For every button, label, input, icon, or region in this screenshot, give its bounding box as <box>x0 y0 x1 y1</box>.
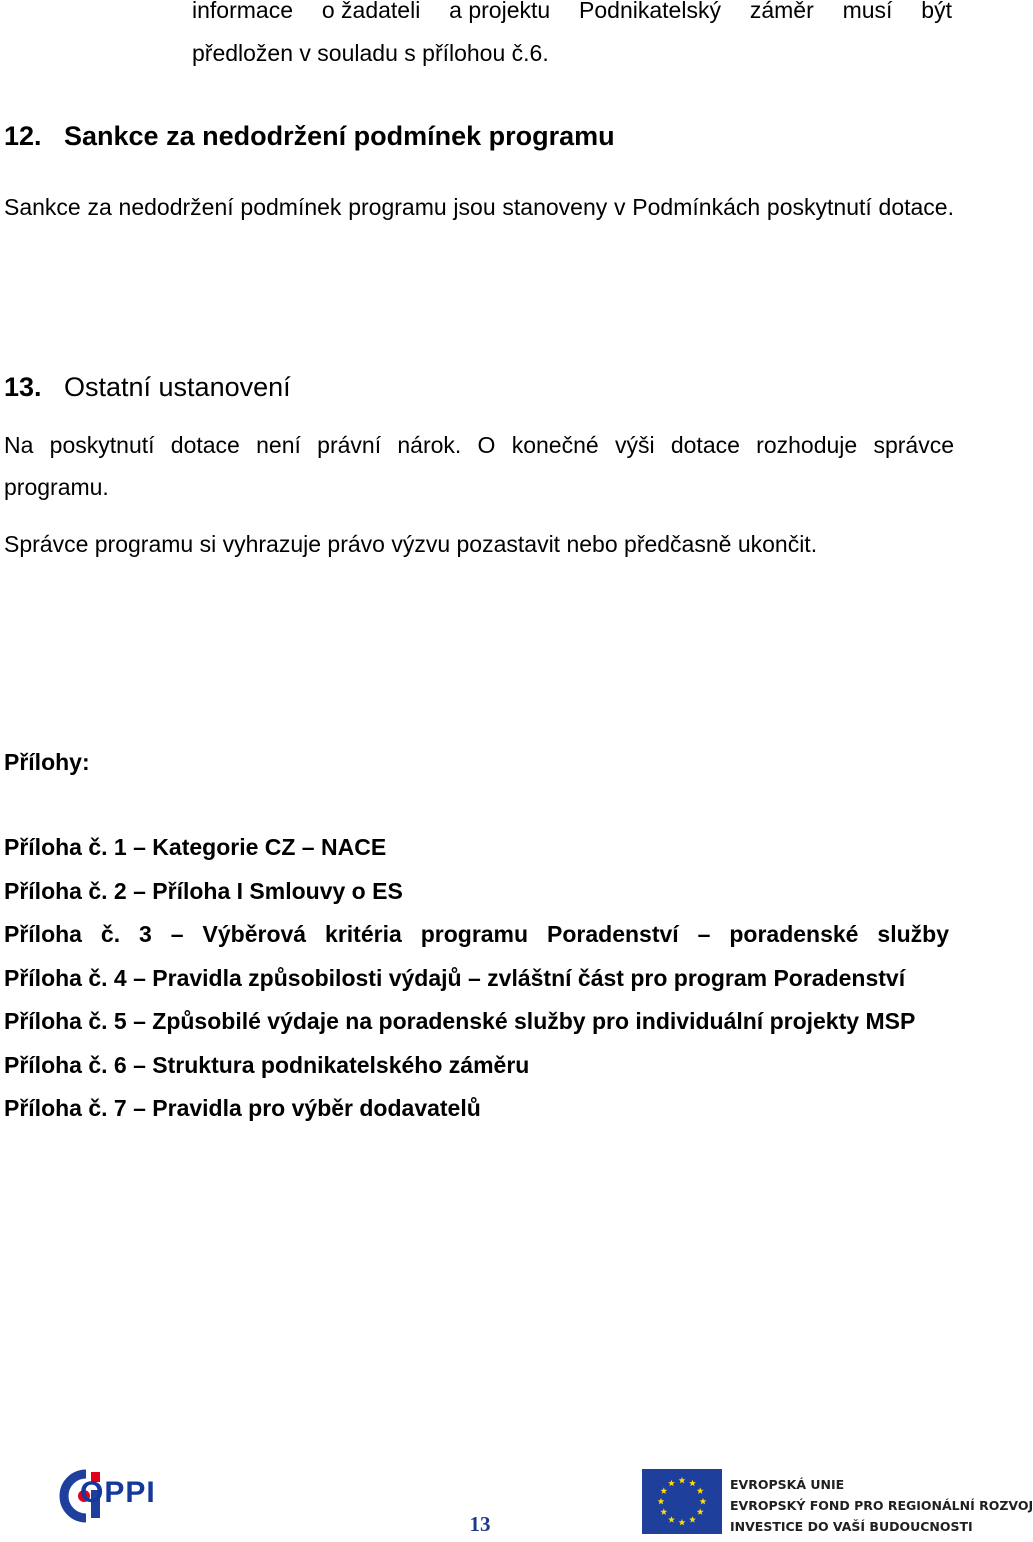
section-12-body: Sankce za nedodržení podmínek programu jsou stanoveny v Podmínkách poskytnutí dotace. <box>4 194 954 220</box>
intro-word: musí <box>842 0 893 23</box>
attachment-item: Příloha č. 5 – Způsobilé výdaje na poradenské služby pro individuální projekty MSP <box>4 1008 916 1034</box>
section-number: 13. <box>4 372 42 402</box>
eu-line: INVESTICE DO VAŠÍ BUDOUCNOSTI <box>730 1519 973 1534</box>
attachments-heading: Přílohy: <box>4 749 90 775</box>
intro-word: Podnikatelský <box>579 0 721 23</box>
attachment-item: Příloha č. 7 – Pravidla pro výběr dodavatelů <box>4 1095 481 1121</box>
section-13-para-1: Na poskytnutí dotace není právní nárok. O konečné výši dotace rozhoduje správce programu. <box>4 432 954 500</box>
intro-line-1 <box>192 0 952 31</box>
attachment-item: Příloha č. 2 – Příloha I Smlouvy o ES <box>4 877 403 904</box>
eu-line: EVROPSKÝ FOND PRO REGIONÁLNÍ ROZVOJ <box>730 1498 1033 1513</box>
intro-word: informace <box>192 0 293 23</box>
oppi-logo-text: OPPI <box>80 1476 156 1509</box>
intro-word: o žadateli <box>321 0 421 23</box>
intro-line-2: předložen v souladu s přílohou č.6. <box>192 40 549 66</box>
attachment-item: Příloha č. 6 – Struktura podnikatelského záměru <box>4 1051 530 1078</box>
section-title: Ostatní ustanovení <box>64 372 291 402</box>
intro-word: a projektu <box>449 0 551 23</box>
eu-line: EVROPSKÁ UNIE <box>730 1477 845 1492</box>
page-number: 13 <box>469 1512 491 1536</box>
eu-text-block <box>730 1474 1033 1537</box>
section-number: 12. <box>4 121 42 151</box>
intro-word: být <box>921 0 952 23</box>
section-13-heading <box>4 370 291 404</box>
intro-word: záměr <box>749 0 814 23</box>
eu-flag-icon <box>642 1469 722 1534</box>
section-13-para-2: Správce programu si vyhrazuje právo výzvu pozastavit nebo předčasně ukončit. <box>4 531 818 557</box>
attachments-list <box>4 826 949 1131</box>
attachment-item: Příloha č. 4 – Pravidla způsobilosti výdajů – zvláštní část pro program Poradenství <box>4 964 906 991</box>
attachment-item: Příloha č. 3 – Výběrová kritéria programu Poradenství – poradenské služby <box>4 921 949 947</box>
section-title: Sankce za nedodržení podmínek programu <box>64 121 615 151</box>
attachment-item: Příloha č. 1 – Kategorie CZ – NACE <box>4 834 387 860</box>
section-12-heading <box>4 119 615 153</box>
